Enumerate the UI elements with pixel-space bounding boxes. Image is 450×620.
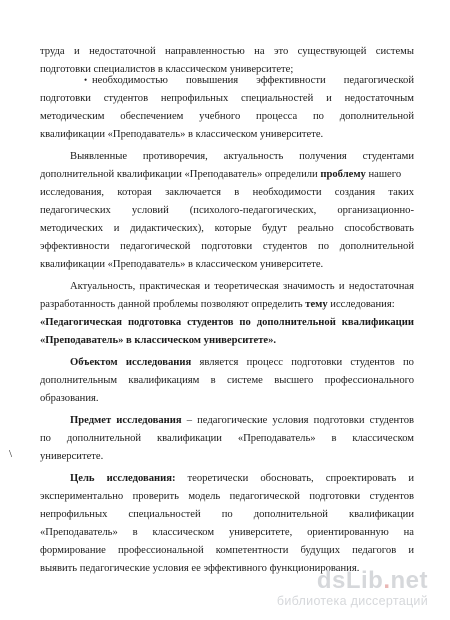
text-line: экспериментально проверить модель педагогической подготовки студентов xyxy=(40,491,414,502)
text-line: методических и дидактических), которые будут реально способствовать xyxy=(40,223,414,234)
text-line: дополнительным квалификациям в системе высшего профессионального xyxy=(40,375,414,386)
text-line: дополнительной квалификации «Преподаватель» определили проблему нашего xyxy=(40,169,402,180)
watermark xyxy=(277,568,428,608)
text-line: Предмет исследования – педагогические условия подготовки студентов xyxy=(70,415,414,426)
bold-term: Предмет исследования xyxy=(70,415,182,426)
text-line: исследования, которая заключается в необходимости создания таких xyxy=(40,187,414,198)
bold-term: Объектом исследования xyxy=(70,357,192,368)
bold-term: Цель исследования: xyxy=(70,473,176,484)
text-line: Цель исследования: теоретически обосновать, спроектировать и xyxy=(70,473,414,484)
text-line: методическим обеспечением учебного процесса по дополнительной xyxy=(40,111,414,122)
watermark-logo: dsLib.net xyxy=(316,567,428,594)
text-line: Актуальность, практическая и теоретическая значимость и недостаточная xyxy=(70,281,414,292)
text-line: университете. xyxy=(40,451,104,462)
text-line: образования. xyxy=(40,393,99,404)
bold-term: проблему xyxy=(320,169,366,180)
text-line: «Педагогическая подготовка студентов по дополнительной квалификации xyxy=(40,317,414,328)
bullet-icon: • xyxy=(84,75,88,85)
text-line: Выявленные противоречия, актуальность получения студентами xyxy=(70,151,414,162)
text-line: непрофильных специальностей по дополнительной квалификации xyxy=(40,509,414,520)
watermark-subtitle: библиотека диссертаций xyxy=(276,594,428,608)
text-line: Объектом исследования является процесс подготовки студентов по xyxy=(70,357,414,368)
text-line: подготовки студентов непрофильных специальностей и недостаточным xyxy=(40,93,414,104)
text-line: квалификации «Преподаватель» в классическом университете. xyxy=(40,129,324,140)
text-line: разработанность данной проблемы позволяют определить тему исследования: xyxy=(40,299,395,310)
text-line: труда и недостаточной направленностью на это существующей системы xyxy=(40,46,414,57)
text-line: выявить педагогические условия ее эффективного функционирования. xyxy=(40,563,360,574)
text-line: «Преподаватель» в классическом университете, ориентированную на xyxy=(40,527,414,538)
text-line: необходимостью повышения эффективности педагогической xyxy=(92,75,414,86)
text-line: по дополнительной квалификации «Преподаватель» в классическом xyxy=(40,433,414,444)
margin-mark: \ xyxy=(9,448,13,460)
text-line: формирование профессиональной компетентности будущих педагогов и xyxy=(40,545,414,556)
text-line: подготовки специалистов в классическом университете; xyxy=(40,64,294,75)
text-line: «Преподаватель» в классическом университете». xyxy=(40,335,277,346)
bold-term: тему xyxy=(305,299,328,310)
text-line: квалификации «Преподаватель» в классическом университете. xyxy=(40,259,324,270)
text-line: педагогических условий (психолого-педагогических, организационно- xyxy=(40,205,414,216)
text-line: эффективности педагогической подготовки студентов по дополнительной xyxy=(40,241,414,252)
